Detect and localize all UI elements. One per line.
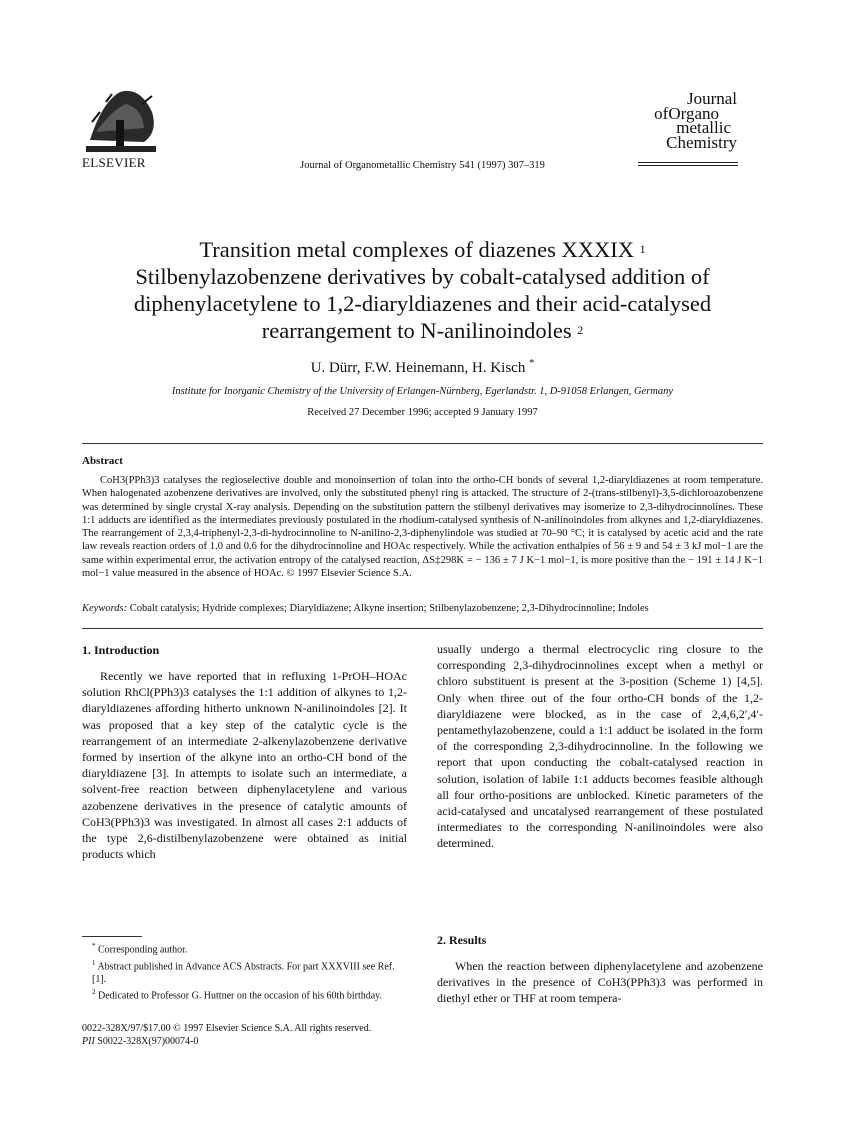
- publisher-name: ELSEVIER: [82, 155, 146, 170]
- authors: [0, 358, 845, 377]
- pii-value: S0022-328X(97)00074-0: [97, 1036, 199, 1047]
- footnote-rule: [82, 936, 142, 937]
- keywords: [82, 603, 763, 614]
- journal-logo-line-3: metallic: [676, 118, 731, 137]
- footnotes: * Corresponding author. $^1$ Abstract published in Advance ACS Abstracts. For part XXXVIII see Ref. [1]. $^2$ Dedicated to Professor G. Huttner on the occasion of his 60th birthday.: [92, 942, 395, 1002]
- elsevier-tree-logo: [82, 82, 160, 156]
- journal-citation: Journal of Organometallic Chemistry 541 (1997) 307–319: [300, 160, 545, 171]
- results-column: [437, 958, 763, 1007]
- journal-logo-line-4: Chemistry: [666, 132, 737, 152]
- journal-logo: [612, 89, 737, 152]
- title-line-4: rearrangement to N-anilinoindoles: [261, 318, 572, 343]
- pii-label: PII: [82, 1036, 95, 1047]
- copyright-line: 0022-328X/97/$17.00 © 1997 Elsevier Science S.A. All rights reserved.: [82, 1023, 372, 1034]
- intro-paragraph-1: Recently we have reported that in refluxing 1-PrOH–HOAc solution RhCl(PPh3)3 catalyses the 1:1 addition of alkynes to 1,2-diaryldiazenes affording hitherto unknown N-anilinoindoles [2]. It was proposed that a key step of the catalytic cycle is the rearrangement of an intermediate 2-alkenylazobenzene derivative formed by insertion of the alkyne into an ortho-CH bond of the diaryldiazene [3]. In attempts to isolate such an intermediate, a solvent-free reaction between diphenylacetylene and various azobenzene derivatives in the presence of catalytic amounts of CoH3(PPh3)3 was investigated. In almost all cases 2:1 adducts of the type 2,6-distilbenylazobenzene were obtained as initial products which: [82, 669, 407, 862]
- author-list: U. Dürr, F.W. Heinemann, H. Kisch: [310, 360, 526, 376]
- title-line-2: Stilbenylazobenzene derivatives by cobalt-catalysed addition of: [135, 264, 710, 289]
- title-footnote-2: 2: [577, 323, 584, 337]
- right-column: [437, 641, 763, 852]
- keywords-label: Keywords:: [82, 603, 128, 614]
- copyright-block: [82, 1022, 371, 1048]
- abstract-heading: Abstract: [82, 455, 123, 467]
- section-heading-results: 2. Results: [437, 933, 487, 947]
- received-dates: Received 27 December 1996; accepted 9 January 1997: [307, 407, 538, 418]
- abstract-bottom-rule: [82, 628, 763, 629]
- title-line-1: Transition metal complexes of diazenes XXXIX: [199, 237, 635, 262]
- journal-logo-rule: [638, 162, 738, 163]
- journal-logo-rule-2: [638, 165, 738, 166]
- footnote-corresponding: Corresponding author.: [98, 944, 188, 956]
- article-title: [60, 236, 785, 344]
- footnote-2: Dedicated to Professor G. Huttner on the occasion of his 60th birthday.: [98, 990, 383, 1002]
- abstract-text: CoH3(PPh3)3 catalyses the regioselective double and monoinsertion of tolan into the ortho-CH bonds of several 1,2-diaryldiazenes at room temperature. When halogenated azobenzene derivatives are involved, only the substituted phenyl ring is attacked. The structure of 2-(trans-stilbenyl)-3,5-dichloroazobenzene was determined by single crystal X-ray analysis. Depending on the substitution pattern the stilbenyl derivatives may isomerize to 2,3-dihydrocinnolines. These 1:1 adducts are identified as the intermediates previously postulated in the rhodium-catalysed synthesis of N-anilinoindoles from alkynes and 1,2-diaryldiazenes. The rearrangement of 2,3,4-triphenyl-2,3-di-hydrocinnoline to N-anilino-2,3-diphenylindole was studied at 70–90 °C; it is catalysed by acetic acid and the rate law reveals reaction orders of 1.0 and 0.6 for the dihydrocinnoline and HOAc respectively. While the activation enthalpies of 56 ± 9 and 54 ± 3 kJ mol−1 are the same within experimental error, the activation entropy of the catalysed reaction, ΔS‡298K = − 136 ± 7 J K−1 mol−1, is more positive than the − 191 ± 14 J K−1 mol−1 value measured in the absence of HOAc. © 1997 Elsevier Science S.A.: [82, 475, 763, 580]
- abstract-top-rule: [82, 443, 763, 444]
- corresponding-author-mark: *: [529, 358, 535, 369]
- affiliation: Institute for Inorganic Chemistry of the University of Erlangen-Nürnberg, Egerlandstr. 1, D-91058 Erlangen, Germany: [171, 386, 674, 397]
- journal-logo-line-1: Journal: [686, 89, 737, 108]
- title-footnote-1: 1: [639, 242, 646, 256]
- title-line-3: diphenylacetylene to 1,2-diaryldiazenes and their acid-catalysed: [133, 291, 712, 316]
- results-paragraph-1: When the reaction between diphenylacetylene and azobenzene derivatives in the presence of CoH3(PPh3)3 was performed in diethyl ether or THF at room tempera-: [437, 959, 763, 1006]
- section-heading-introduction: 1. Introduction: [82, 643, 160, 657]
- left-column: [82, 668, 407, 862]
- keywords-list: Cobalt catalysis; Hydride complexes; Diaryldiazene; Alkyne insertion; Stilbenylazobenzene; 2,3-Dihydrocinnoline; Indoles: [129, 603, 649, 614]
- journal-logo-line-2: ofOrgano: [654, 103, 719, 123]
- intro-paragraph-2: usually undergo a thermal electrocyclic ring closure to the corresponding 2,3-dihydrocinnolines except when a methyl or chloro substituent is present at the 3-position (Scheme 1) [4,5]. Only when three out of the four ortho-CH bonds of the 1,2-diaryldiazene were blocked, as in the case of 2,4,6,2′,4′-pentamethylazobenzene, could a 1:1 adduct be isolated in the form of the corresponding 2,3-dihydrocinnoline. In the following we report that upon conducting the cobalt-catalysed reaction in solution, isolation of labile 1:1 adducts becomes feasible although all four ortho-positions are unblocked. Kinetic parameters of the acid-catalysed and uncatalysed rearrangement of these postulated intermediates to the corresponding N-anilinoindoles were also determined.: [437, 642, 763, 851]
- footnote-1: Abstract published in Advance ACS Abstracts. For part XXXVIII see Ref. [1].: [92, 961, 395, 985]
